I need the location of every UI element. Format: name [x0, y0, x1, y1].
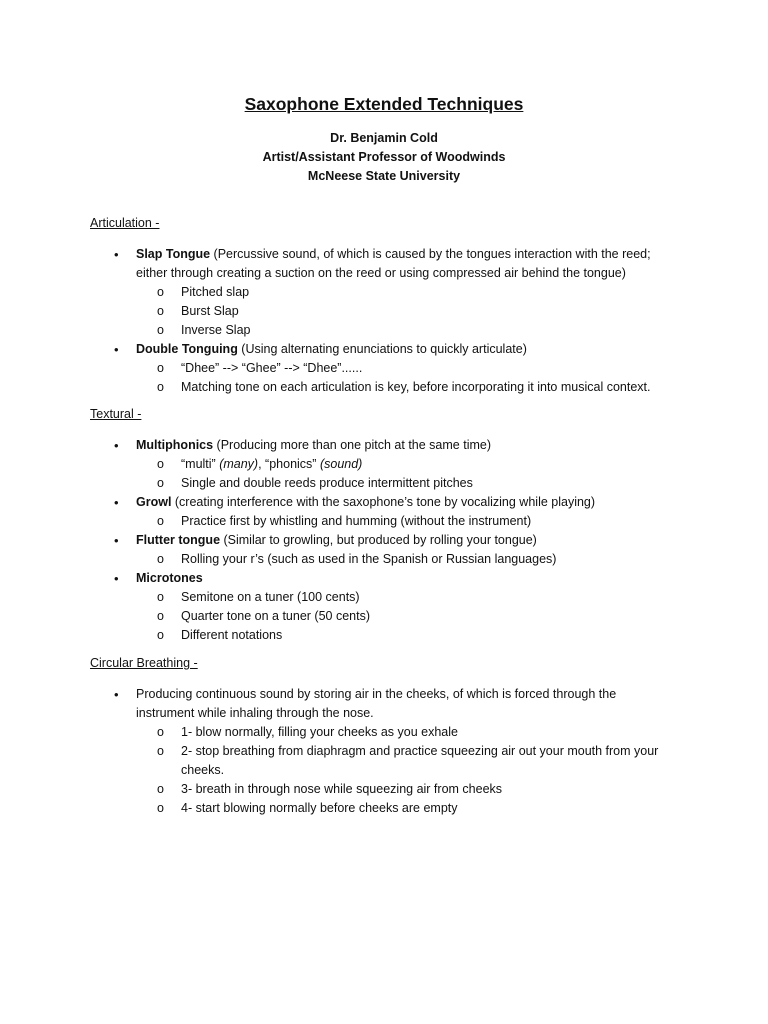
double-tonguing-description: (Using alternating enunciations to quickly articulate)	[237, 342, 527, 356]
term-growl: Growl	[136, 495, 172, 509]
phonics-meaning: (sound)	[319, 457, 363, 471]
circular-breathing-description-cont: instrument while inhaling through the nose.	[136, 706, 374, 720]
sub-list-item	[0, 455, 768, 474]
term-slap-tongue: Slap Tongue	[136, 247, 211, 261]
sub-list-item	[0, 588, 768, 607]
list-item	[0, 531, 768, 550]
phonics-word: , “phonics”	[258, 457, 320, 471]
circle-bullet-icon: o	[157, 590, 164, 604]
circle-bullet-icon: o	[157, 744, 164, 758]
bullet-icon: •	[114, 438, 119, 453]
circle-bullet-icon: o	[157, 380, 164, 394]
sub-list-item	[0, 742, 768, 761]
list-item-continuation	[0, 264, 768, 283]
list-item	[0, 340, 768, 359]
author-institution: McNeese State University	[307, 169, 461, 183]
circle-bullet-icon: o	[157, 323, 164, 337]
bullet-icon: •	[114, 533, 119, 548]
bullet-icon: •	[114, 495, 119, 510]
circle-bullet-icon: o	[157, 361, 164, 375]
sub-list-item	[0, 378, 768, 397]
sub-list-item	[0, 550, 768, 569]
sub-item-text: Burst Slap	[181, 304, 239, 318]
sub-item-text: Matching tone on each articulation is key, before incorporating it into musical context.	[181, 380, 651, 394]
term-multiphonics: Multiphonics	[136, 438, 214, 452]
sub-list-item	[0, 359, 768, 378]
sub-list-item	[0, 780, 768, 799]
step-text: 4- start blowing normally before cheeks are empty	[181, 801, 458, 815]
slap-tongue-description: (Percussive sound, of which is caused by the tongues interaction with the reed;	[210, 247, 651, 261]
list-item	[0, 569, 768, 588]
section-heading-circular-breathing: Circular Breathing -	[90, 656, 198, 670]
sub-list-item	[0, 607, 768, 626]
flutter-tongue-description: (Similar to growling, but produced by rolling your tongue)	[220, 533, 537, 547]
sub-list-item-continuation	[0, 761, 768, 780]
list-item	[0, 245, 768, 264]
step-text: 3- breath in through nose while squeezing air from cheeks	[181, 782, 503, 796]
term-microtones: Microtones	[136, 571, 203, 585]
circle-bullet-icon: o	[157, 725, 164, 739]
sub-item-text: “Dhee” --> “Ghee” --> “Dhee”......	[181, 361, 363, 375]
document-title: Saxophone Extended Techniques	[244, 94, 524, 114]
bullet-icon: •	[114, 687, 119, 702]
sub-item-text: Semitone on a tuner (100 cents)	[181, 590, 360, 604]
sub-list-item	[0, 626, 768, 645]
bullet-icon: •	[114, 247, 119, 262]
sub-list-item	[0, 283, 768, 302]
sub-item-text: Rolling your r’s (such as used in the Spanish or Russian languages)	[181, 552, 557, 566]
author-position: Artist/Assistant Professor of Woodwinds	[262, 150, 506, 164]
multiphonics-description: (Producing more than one pitch at the same time)	[213, 438, 491, 452]
term-double-tonguing: Double Tonguing	[136, 342, 238, 356]
step-text-cont: cheeks.	[181, 763, 225, 777]
list-item-continuation	[0, 704, 768, 723]
list-item	[0, 493, 768, 512]
circle-bullet-icon: o	[157, 285, 164, 299]
step-text: 2- stop breathing from diaphragm and practice squeezing air out your mouth from your	[181, 744, 659, 758]
circle-bullet-icon: o	[157, 552, 164, 566]
list-item	[0, 436, 768, 455]
section-heading-textural: Textural -	[90, 407, 142, 421]
circular-breathing-description: Producing continuous sound by storing air in the cheeks, of which is forced through the	[136, 687, 617, 701]
sub-item-text: Pitched slap	[181, 285, 250, 299]
sub-item-text: Different notations	[181, 628, 283, 642]
term-flutter-tongue: Flutter tongue	[136, 533, 221, 547]
sub-item-text: Quarter tone on a tuner (50 cents)	[181, 609, 370, 623]
list-item	[0, 685, 768, 704]
sub-list-item	[0, 474, 768, 493]
circle-bullet-icon: o	[157, 457, 164, 471]
step-text: 1- blow normally, filling your cheeks as you exhale	[181, 725, 458, 739]
sub-list-item	[0, 723, 768, 742]
circle-bullet-icon: o	[157, 609, 164, 623]
section-heading-articulation: Articulation -	[90, 216, 160, 230]
multi-word: “multi”	[181, 457, 220, 471]
sub-item-text: Practice first by whistling and humming (without the instrument)	[181, 514, 532, 528]
sub-list-item	[0, 321, 768, 340]
sub-list-item	[0, 512, 768, 531]
bullet-icon: •	[114, 571, 119, 586]
author-name: Dr. Benjamin Cold	[330, 131, 438, 145]
sub-item-text: Inverse Slap	[181, 323, 251, 337]
multi-meaning: (many)	[219, 457, 259, 471]
circle-bullet-icon: o	[157, 801, 164, 815]
sub-item-text: Single and double reeds produce intermittent pitches	[181, 476, 473, 490]
circle-bullet-icon: o	[157, 514, 164, 528]
circle-bullet-icon: o	[157, 628, 164, 642]
sub-list-item	[0, 302, 768, 321]
slap-tongue-description-cont: either through creating a suction on the reed or using compressed air behind the tongue)	[136, 266, 626, 280]
bullet-icon: •	[114, 342, 119, 357]
growl-description: (creating interference with the saxophone’s tone by vocalizing while playing)	[171, 495, 596, 509]
sub-list-item	[0, 799, 768, 818]
circle-bullet-icon: o	[157, 304, 164, 318]
circle-bullet-icon: o	[157, 476, 164, 490]
circle-bullet-icon: o	[157, 782, 164, 796]
